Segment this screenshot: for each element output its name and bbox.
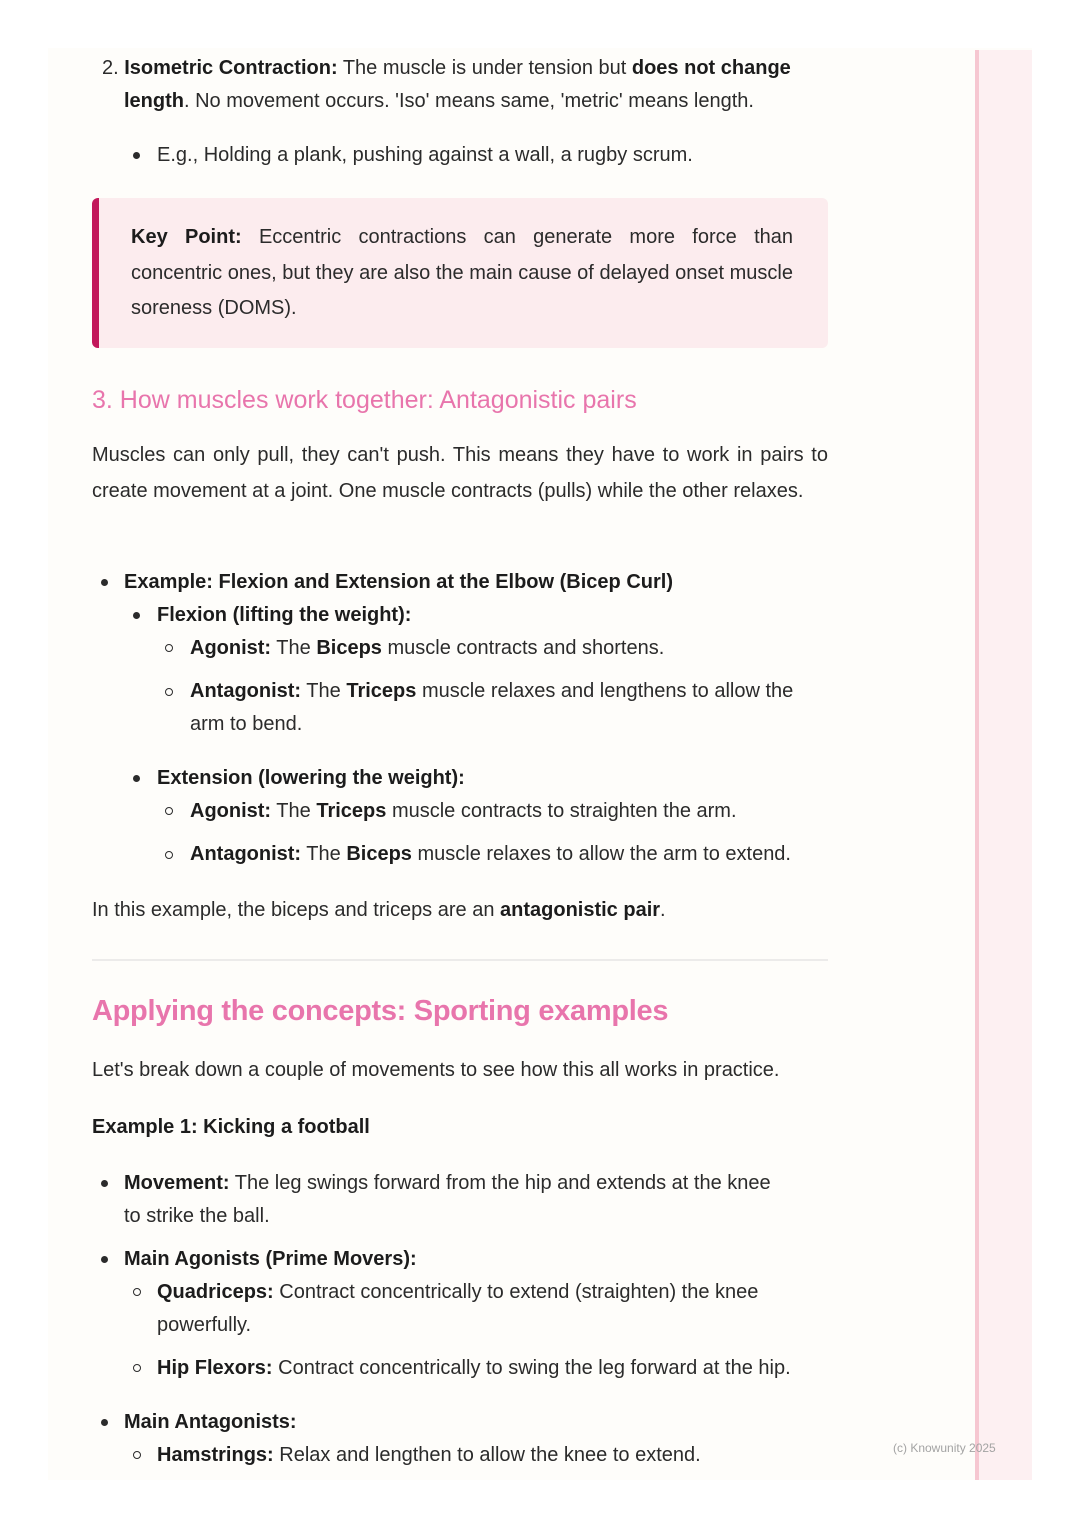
section-3-heading: 3. How muscles work together: Antagonistic pairs xyxy=(92,386,637,414)
key-point-text xyxy=(131,220,793,327)
main-antagonists-title-text: Main Antagonists: xyxy=(124,1411,297,1433)
flexion-antagonist-line2: arm to bend. xyxy=(190,713,303,735)
example-1-title-text: Example 1: Kicking a football xyxy=(92,1116,370,1138)
hamstrings-label: Hamstrings: xyxy=(157,1444,274,1466)
bullet-circle-icon xyxy=(165,851,173,859)
agonist-muscle: Triceps xyxy=(316,800,387,822)
conclusion-bold: antagonistic pair xyxy=(500,899,661,921)
agonist-pre: The xyxy=(276,800,311,822)
bullet-dot-icon xyxy=(133,612,140,619)
antagonist-muscle: Biceps xyxy=(346,843,412,865)
section-3-intro: Muscles can only pull, they can't push. This means they have to work in pairs to create movement at a joint. One muscle contracts (pulls) while the other relaxes. xyxy=(92,444,828,502)
flexion-title xyxy=(157,599,828,632)
hamstrings-text: Relax and lengthen to allow the knee to extend. xyxy=(279,1444,701,1466)
key-point-callout xyxy=(92,198,828,348)
key-point-label: Key Point: xyxy=(131,226,242,248)
flexion-title-text: Flexion (lifting the weight): xyxy=(157,604,412,626)
hamstrings-item xyxy=(157,1439,828,1472)
elbow-example-title-text: Example: Flexion and Extension at the Elbow (Bicep Curl) xyxy=(124,571,673,593)
isometric-bold-a: does not change xyxy=(631,57,791,79)
main-agonists-title-text: Main Agonists (Prime Movers): xyxy=(124,1248,417,1270)
agonist-post: muscle contracts to straighten the arm. xyxy=(391,800,737,822)
item-number: 2. xyxy=(102,57,119,79)
antagonist-pre: The xyxy=(306,680,341,702)
agonist-muscle: Biceps xyxy=(316,637,382,659)
isometric-text-a: The muscle is under tension but xyxy=(342,57,627,79)
main-agonists-title xyxy=(124,1243,828,1276)
bullet-dot-icon xyxy=(101,1180,108,1187)
flexion-antagonist xyxy=(190,675,828,708)
antagonistic-conclusion xyxy=(92,894,828,927)
movement-label: Movement: xyxy=(124,1172,230,1194)
extension-antagonist xyxy=(190,838,828,871)
isometric-term: Isometric Contraction: xyxy=(124,57,338,79)
hip-flexors-label: Hip Flexors: xyxy=(157,1357,273,1379)
isometric-item xyxy=(102,52,828,85)
antagonist-pre: The xyxy=(306,843,341,865)
bullet-dot-icon xyxy=(101,1419,108,1426)
extension-title-text: Extension (lowering the weight): xyxy=(157,767,465,789)
isometric-text-b: . No movement occurs. 'Iso' means same, 'metric' means length. xyxy=(184,90,754,112)
main-antagonists-title xyxy=(124,1406,828,1439)
flexion-agonist xyxy=(190,632,828,665)
hip-flexors-text: Contract concentrically to swing the leg forward at the hip. xyxy=(278,1357,791,1379)
applying-heading: Applying the concepts: Sporting examples xyxy=(92,995,669,1027)
antagonist-post: muscle relaxes and lengthens to allow the xyxy=(421,680,794,702)
hip-flexors-item xyxy=(157,1352,847,1385)
antagonist-label: Antagonist: xyxy=(190,680,302,702)
extension-title xyxy=(157,762,828,795)
isometric-bold-b: length xyxy=(124,90,184,112)
extension-agonist xyxy=(190,795,828,828)
bullet-circle-icon xyxy=(133,1451,141,1459)
antagonist-label: Antagonist: xyxy=(190,843,302,865)
bullet-circle-icon xyxy=(165,644,173,652)
bullet-dot-icon xyxy=(101,1256,108,1263)
section-divider xyxy=(92,959,828,961)
antagonist-post: muscle relaxes to allow the arm to extend. xyxy=(417,843,791,865)
quadriceps-label: Quadriceps: xyxy=(157,1281,274,1303)
copyright-notice: (c) Knowunity 2025 xyxy=(893,1441,996,1455)
isometric-item-line2 xyxy=(124,85,828,118)
bullet-circle-icon xyxy=(133,1288,141,1296)
bullet-dot-icon xyxy=(133,152,140,159)
margin-sidebar xyxy=(975,50,1032,1480)
conclusion-post: . xyxy=(660,899,666,921)
isometric-example: E.g., Holding a plank, pushing against a wall, a rugby scrum. xyxy=(157,144,693,166)
applying-intro: Let's break down a couple of movements to see how this all works in practice. xyxy=(92,1059,780,1081)
agonist-label: Agonist: xyxy=(190,800,272,822)
elbow-example-title xyxy=(124,566,828,599)
movement-item-line2: to strike the ball. xyxy=(124,1205,270,1227)
movement-text: The leg swings forward from the hip and extends at the knee xyxy=(234,1172,771,1194)
bullet-dot-icon xyxy=(101,579,108,586)
example-1-title xyxy=(92,1111,828,1144)
quadriceps-item-line2: powerfully. xyxy=(157,1314,252,1336)
agonist-post: muscle contracts and shortens. xyxy=(387,637,665,659)
antagonist-muscle: Triceps xyxy=(346,680,417,702)
key-point-body: Eccentric contractions can generate more force than concentric ones, but they are also the main cause of delayed onset muscle soreness (DOMS). xyxy=(131,226,793,319)
agonist-label: Agonist: xyxy=(190,637,272,659)
bullet-dot-icon xyxy=(133,775,140,782)
movement-item xyxy=(124,1167,828,1200)
bullet-circle-icon xyxy=(165,807,173,815)
bullet-circle-icon xyxy=(165,688,173,696)
quadriceps-item xyxy=(157,1276,828,1309)
agonist-pre: The xyxy=(276,637,311,659)
bullet-circle-icon xyxy=(133,1364,141,1372)
quadriceps-text: Contract concentrically to extend (straighten) the knee xyxy=(279,1281,759,1303)
conclusion-pre: In this example, the biceps and triceps are an xyxy=(92,899,495,921)
